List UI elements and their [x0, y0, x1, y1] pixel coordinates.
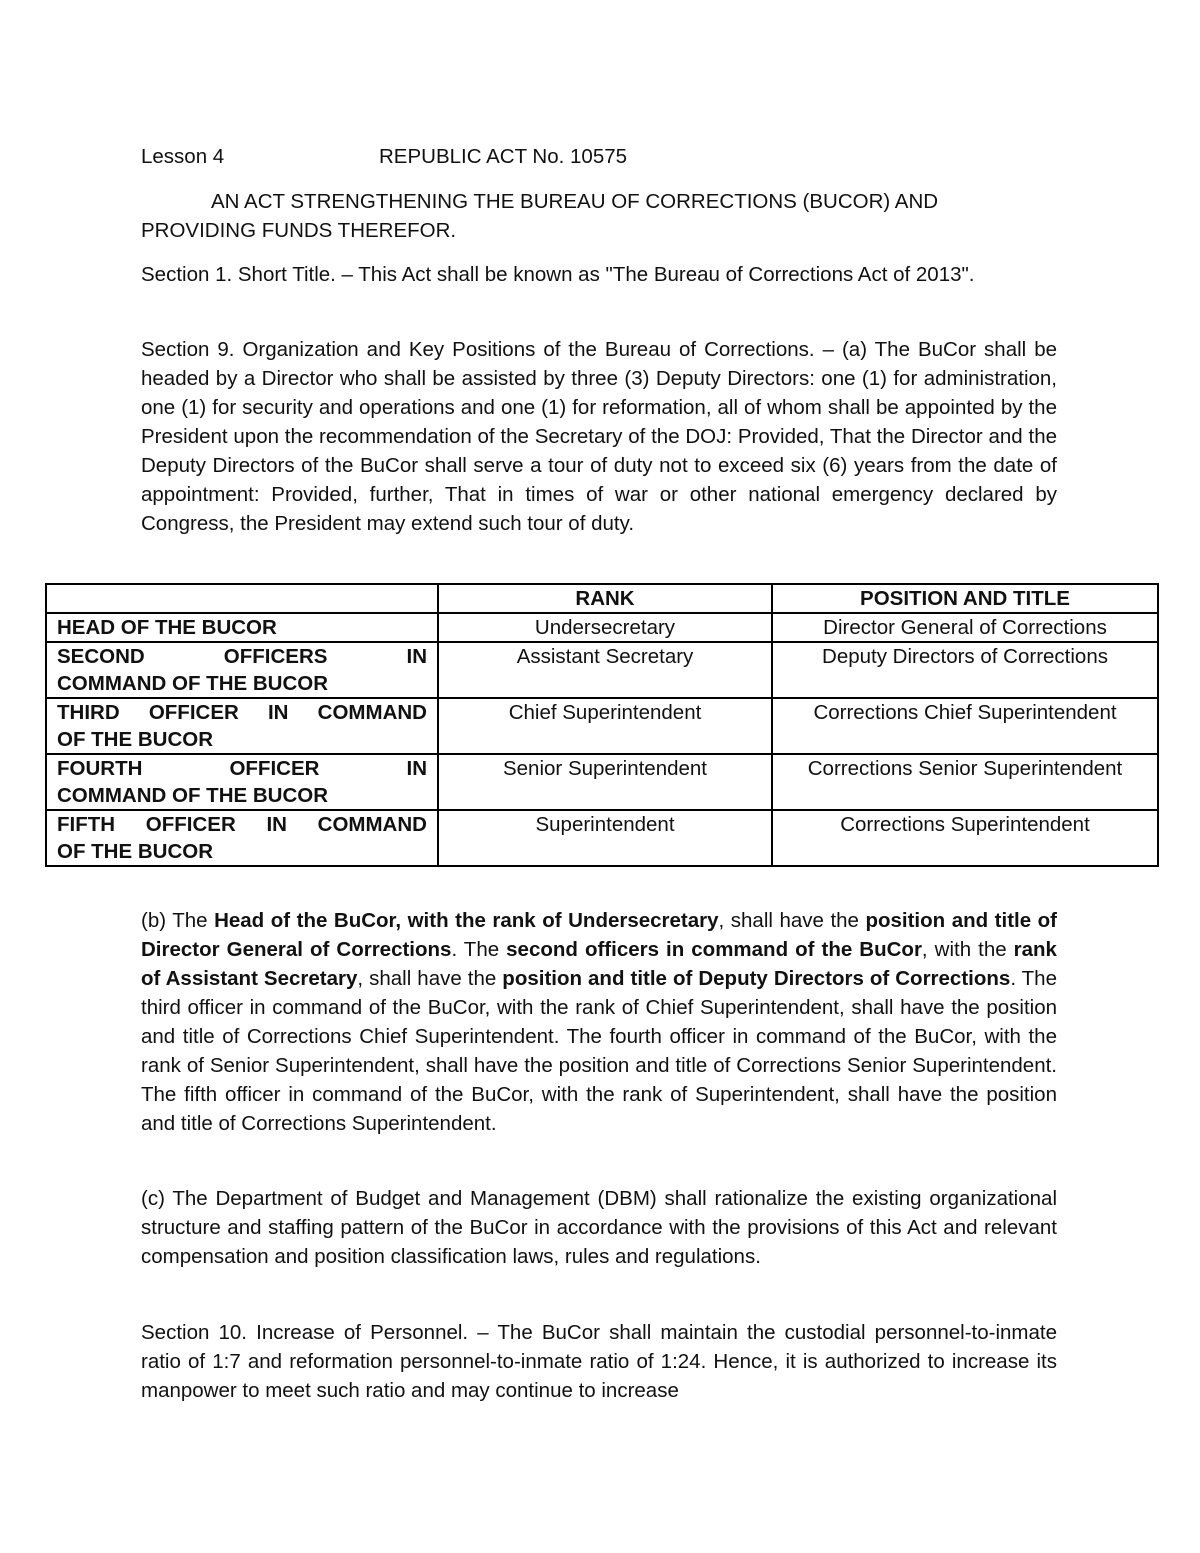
table-header-rank: RANK: [438, 584, 772, 613]
officer-cell: [46, 810, 438, 866]
text-run: , shall have the: [718, 909, 866, 932]
table-row: [46, 754, 1158, 810]
table-row: [46, 810, 1158, 866]
table-row: [46, 698, 1158, 754]
rank-cell: Superintendent: [438, 810, 772, 866]
officer-cell: HEAD OF THE BUCOR: [46, 613, 438, 642]
paragraph-c: (c) The Department of Budget and Management (DBM) shall rationalize the existing organizational structure and staffing pattern of the BuCor in accordance with the provisions of this Act and relevant compensation and position classification laws, rules and regulations.: [141, 1187, 1057, 1268]
officer-word: OFFICER: [229, 757, 320, 780]
officer-word: OFFICER: [148, 701, 239, 724]
text-run: , with the: [921, 938, 1014, 961]
position-cell: Corrections Chief Superintendent: [772, 698, 1158, 754]
text-run: (b) The: [141, 909, 215, 932]
officer-word: FIFTH: [57, 813, 116, 836]
rank-cell: Assistant Secretary: [438, 642, 772, 698]
text-run: . The third officer in command of the BuCor, with the rank of Chief Superintendent, shall have the position and title of Corrections Chief Superintendent. The fourth officer in command of the BuCor, with the rank of Senior Superintendent, shall have the position and title of Corrections Senior Superintendent. The fifth officer in command of the BuCor, with the rank of Superintendent, shall have the position and title of Corrections Superintendent.: [141, 967, 1057, 1135]
act-title: AN ACT STRENGTHENING THE BUREAU OF CORRECTIONS (BUCOR) AND PROVIDING FUNDS THEREFOR.: [141, 190, 939, 242]
table-row: [46, 642, 1158, 698]
officer-word: COMMAND: [317, 701, 427, 724]
position-cell: Deputy Directors of Corrections: [772, 642, 1158, 698]
bold-run: position and title of Deputy Directors of Corrections: [502, 967, 1011, 990]
officer-cell: [46, 698, 438, 754]
officer-cell-line1: [57, 811, 427, 838]
officer-word: SECOND: [57, 645, 145, 668]
rank-cell: Senior Superintendent: [438, 754, 772, 810]
officer-word: FOURTH: [57, 757, 143, 780]
position-cell: Corrections Superintendent: [772, 810, 1158, 866]
officer-word: IN: [266, 813, 287, 836]
officer-cell-line1: [57, 755, 427, 782]
officer-cell-line1: [57, 699, 427, 726]
officer-word: IN: [406, 757, 427, 780]
officer-cell-line2: OF THE BUCOR: [57, 728, 214, 751]
bold-run: second officers in command of the BuCor: [506, 938, 922, 961]
bold-run: Head of the BuCor, with the rank of Undersecretary: [214, 909, 719, 932]
officer-word: COMMAND: [317, 813, 427, 836]
bold-run: rank of Assistant Secretary: [141, 938, 1057, 990]
act-number: REPUBLIC ACT No. 10575: [379, 145, 628, 168]
bold-run: position and title of Director General of Corrections: [141, 909, 1058, 961]
text-run: . The: [451, 938, 507, 961]
officer-word: OFFICERS: [223, 645, 328, 668]
officer-cell: [46, 642, 438, 698]
document-header: [141, 142, 1057, 171]
position-cell: Corrections Senior Superintendent: [772, 754, 1158, 810]
section-9-organization: Section 9. Organization and Key Positions of the Bureau of Corrections. – (a) The BuCor shall be headed by a Director who shall be assisted by three (3) Deputy Directors: one (1) for administration, one (1) for security and operations and one (1) for reformation, all of whom shall be appointed by the President upon the recommendation of the Secretary of the DOJ: Provided, That the Director and the Deputy Directors of the BuCor shall serve a tour of duty not to exceed six (6) years from the date of appointment: Provided, further, That in times of war or other national emergency declared by Congress, the President may extend such tour of duty.: [141, 338, 1057, 535]
table-header-blank: [46, 584, 438, 613]
text-run: , shall have the: [357, 967, 503, 990]
rank-position-table: [45, 583, 1159, 867]
table-header-position: POSITION AND TITLE: [772, 584, 1158, 613]
paragraph-b: [141, 906, 1057, 1138]
rank-cell: Chief Superintendent: [438, 698, 772, 754]
rank-cell: Undersecretary: [438, 613, 772, 642]
officer-cell-line2: OF THE BUCOR: [57, 840, 214, 863]
officer-cell-line2: COMMAND OF THE BUCOR: [57, 784, 329, 807]
lesson-label: Lesson 4: [141, 145, 225, 168]
section-1-short-title: Section 1. Short Title. – This Act shall be known as "The Bureau of Corrections Act of 2013".: [141, 263, 975, 286]
officer-word: IN: [406, 645, 427, 668]
officer-cell-line2: COMMAND OF THE BUCOR: [57, 672, 329, 695]
officer-word: OFFICER: [145, 813, 236, 836]
table-row: [46, 613, 1158, 642]
section-10-increase-of-personnel: Section 10. Increase of Personnel. – The BuCor shall maintain the custodial personnel-to-inmate ratio of 1:7 and reformation personnel-to-inmate ratio of 1:24. Hence, it is authorized to increase its manpower to meet such ratio and may continue to increase: [141, 1321, 1057, 1402]
table-header-row: [46, 584, 1158, 613]
officer-cell-line1: [57, 643, 427, 670]
officer-cell: [46, 754, 438, 810]
officer-word: IN: [267, 701, 289, 724]
officer-word: THIRD: [57, 701, 120, 724]
position-cell: Director General of Corrections: [772, 613, 1158, 642]
